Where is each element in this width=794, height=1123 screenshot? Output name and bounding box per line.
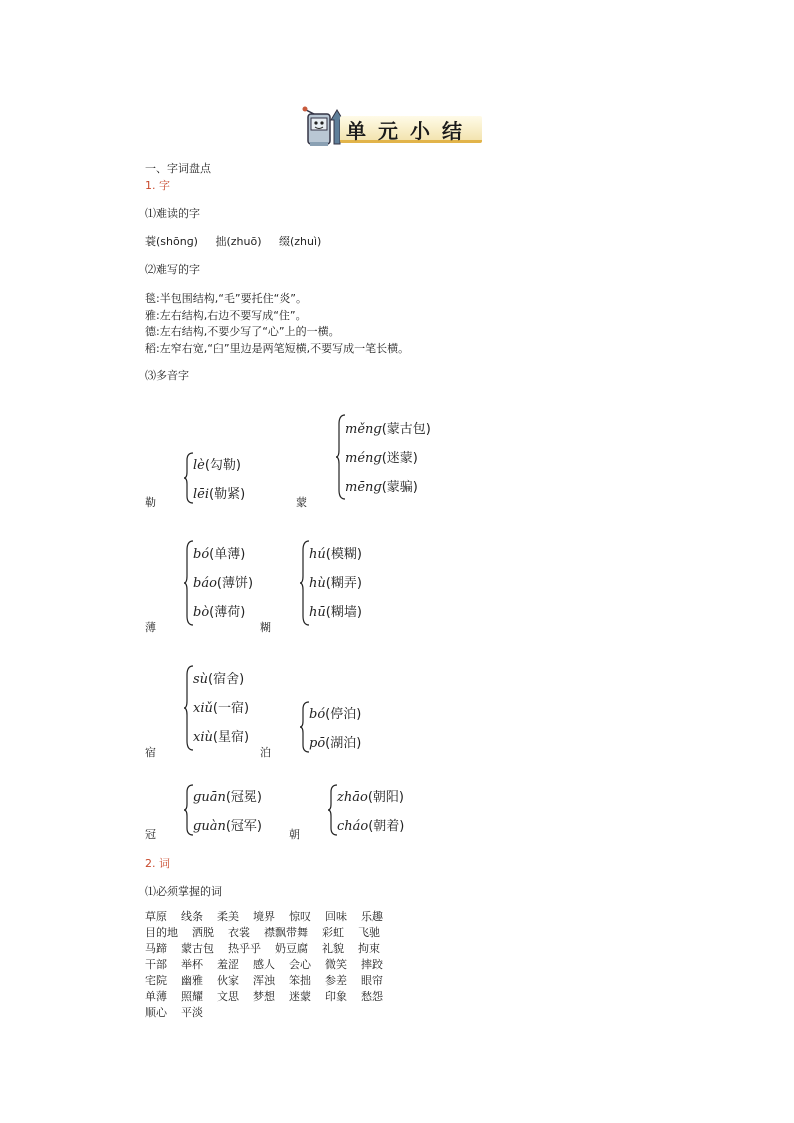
word-row xyxy=(145,941,397,957)
word-item: 襟飘带舞 xyxy=(264,926,308,939)
polyphonic-char: 冠 xyxy=(145,828,156,841)
word-item: 马蹄 xyxy=(145,942,167,955)
polyphonic-char: 蒙 xyxy=(296,496,307,509)
difficult-write-label: ⑵难写的字 xyxy=(145,263,200,276)
word-item: 单薄 xyxy=(145,990,167,1003)
word-item: 热乎乎 xyxy=(228,942,261,955)
difficult-read-item: 拙(zhuō) xyxy=(215,235,262,248)
difficult-read-label: ⑴难读的字 xyxy=(145,207,200,220)
word-row xyxy=(145,989,397,1005)
word-item: 衣裳 xyxy=(228,926,250,939)
pinyin-entry: ɡuān(冠冕) xyxy=(193,790,262,805)
pinyin-entry: lè(勾勒) xyxy=(193,458,242,473)
word-item: 幽雅 xyxy=(181,974,203,987)
word-item: 梦想 xyxy=(253,990,275,1003)
word-item: 线条 xyxy=(181,910,203,923)
subsection-characters: 1. 字 xyxy=(145,179,170,192)
write-note: 德:左右结构,不要少写了“心”上的一横。 xyxy=(145,325,340,338)
pinyin-entry: bó(停泊) xyxy=(309,707,362,722)
subsection-words: 2. 词 xyxy=(145,857,170,870)
word-item: 柔美 xyxy=(217,910,239,923)
word-item: 会心 xyxy=(289,958,311,971)
word-item: 草原 xyxy=(145,910,167,923)
word-item: 愁怨 xyxy=(361,990,383,1003)
pinyin-entry: hú(模糊) xyxy=(309,547,362,562)
word-item: 文思 xyxy=(217,990,239,1003)
word-item: 境界 xyxy=(253,910,275,923)
pinyin-entry: bó(单薄) xyxy=(193,547,246,562)
word-item: 回味 xyxy=(325,910,347,923)
polyphonic-char: 宿 xyxy=(145,746,156,759)
word-item: 平淡 xyxy=(181,1006,203,1019)
pinyin-entry: měnɡ(蒙古包) xyxy=(345,422,431,437)
pinyin-entry: báo(薄饼) xyxy=(193,576,254,591)
pinyin-entry: xiǔ(一宿) xyxy=(193,701,250,716)
word-item: 伙家 xyxy=(217,974,239,987)
word-row xyxy=(145,909,397,925)
must-master-label: ⑴必须掌握的词 xyxy=(145,885,222,898)
word-item: 眼帘 xyxy=(361,974,383,987)
polyphonic-char: 勒 xyxy=(145,496,156,509)
section-heading-word-review: 一、字词盘点 xyxy=(145,162,211,175)
word-item: 飞驰 xyxy=(358,926,380,939)
pinyin-entry: ɡuàn(冠军) xyxy=(193,819,262,834)
word-item: 干部 xyxy=(145,958,167,971)
word-item: 摔跤 xyxy=(361,958,383,971)
pinyin-entry: zhāo(朝阳) xyxy=(337,790,404,805)
word-row xyxy=(145,973,397,989)
word-item: 迷蒙 xyxy=(289,990,311,1003)
page-title: 单元小结 xyxy=(346,119,474,143)
word-item: 举杯 xyxy=(181,958,203,971)
word-item: 目的地 xyxy=(145,926,178,939)
pinyin-entry: cháo(朝着) xyxy=(337,819,405,834)
difficult-read-item: 缀(zhuì) xyxy=(278,235,322,248)
pinyin-entry: bò(薄荷) xyxy=(193,605,246,620)
word-list xyxy=(145,909,397,1021)
pinyin-entry: hū(糊墙) xyxy=(309,605,362,620)
word-row xyxy=(145,1005,397,1021)
difficult-read-list xyxy=(145,233,321,249)
pinyin-entry: lēi(勒紧) xyxy=(193,487,246,502)
word-row xyxy=(145,957,397,973)
write-note: 稻:左窄右宽,“臼”里边是两笔短横,不要写成一笔长横。 xyxy=(145,341,410,355)
unit-summary-banner xyxy=(300,106,485,148)
difficult-write-notes xyxy=(145,291,409,357)
word-item: 印象 xyxy=(325,990,347,1003)
word-item: 惊叹 xyxy=(289,910,311,923)
write-note: 雅:左右结构,右边不要写成“住”。 xyxy=(145,308,307,322)
word-item: 浑浊 xyxy=(253,974,275,987)
polyphonic-char: 薄 xyxy=(145,621,156,634)
pinyin-entry: pō(湖泊) xyxy=(309,736,362,751)
polyphonic-char: 泊 xyxy=(260,746,271,759)
difficult-read-item: 蓑(shōnɡ) xyxy=(145,235,198,248)
word-item: 微笑 xyxy=(325,958,347,971)
word-item: 彩虹 xyxy=(322,926,344,939)
word-item: 奶豆腐 xyxy=(275,942,308,955)
word-item: 照耀 xyxy=(181,990,203,1003)
word-item: 洒脱 xyxy=(192,926,214,939)
word-item: 宅院 xyxy=(145,974,167,987)
word-item: 羞涩 xyxy=(217,958,239,971)
word-item: 顺心 xyxy=(145,1006,167,1019)
word-item: 笨拙 xyxy=(289,974,311,987)
pinyin-entry: ménɡ(迷蒙) xyxy=(345,451,418,466)
word-item: 乐趣 xyxy=(361,910,383,923)
word-item: 参差 xyxy=(325,974,347,987)
polyphonic-char: 糊 xyxy=(260,621,271,634)
write-note: 毯:半包围结构,“毛”要托住“炎”。 xyxy=(145,292,307,305)
pinyin-entry: hù(糊弄) xyxy=(309,576,362,591)
word-item: 礼貌 xyxy=(322,942,344,955)
pinyin-entry: sù(宿舍) xyxy=(193,672,245,687)
pinyin-entry: xiù(星宿) xyxy=(193,730,250,745)
word-item: 感人 xyxy=(253,958,275,971)
word-row xyxy=(145,925,397,941)
word-item: 拘束 xyxy=(358,942,380,955)
pinyin-entry: mēnɡ(蒙骗) xyxy=(345,480,418,495)
polyphonic-label: ⑶多音字 xyxy=(145,369,189,382)
word-item: 蒙古包 xyxy=(181,942,214,955)
polyphonic-char: 朝 xyxy=(289,828,300,841)
